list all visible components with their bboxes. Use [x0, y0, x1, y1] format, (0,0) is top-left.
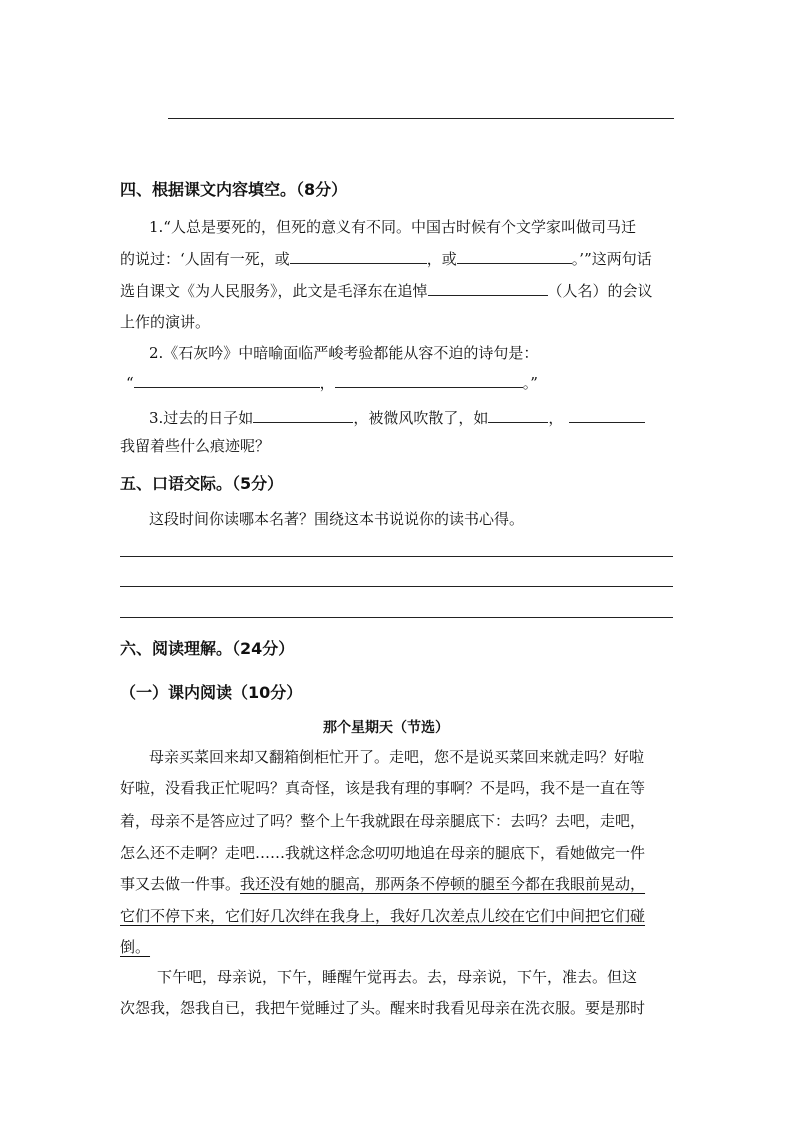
q2-blank-1[interactable]	[134, 372, 320, 388]
section5-title: 五、口语交际。（5分）	[120, 474, 284, 493]
q1-blank-3[interactable]	[428, 280, 548, 296]
answer-line-3[interactable]	[120, 617, 673, 618]
q2-comma: ，	[319, 374, 335, 392]
q1-line2-text-c: 。’”这两句话	[571, 250, 652, 268]
q1-line1: 1.“人总是要死的，但死的意义有不同。中国古时候有个文学家叫做司马迁	[149, 218, 636, 236]
q3-line1	[149, 407, 645, 428]
section5-prompt: 这段时间你读哪本名著？围绕这本书说说你的读书心得。	[149, 510, 525, 528]
p1-line4: 怎么还不走啊？走吧……我就这样念念叨叨地追在母亲的腿底下，看她做完一件	[120, 844, 646, 862]
q2-blank-2[interactable]	[335, 372, 523, 388]
p1-line5-plain: 事又去做一件事。	[120, 875, 241, 893]
q3-blank-3[interactable]	[569, 407, 645, 423]
p2-line2: 次怨我，怨我自已，我把午觉睡过了头。醒来时我看见母亲在洗衣服。要是那时	[120, 999, 646, 1017]
q1-line2	[120, 248, 652, 269]
underlined-sentence-part3: 倒。	[120, 938, 151, 956]
q3-blank-2[interactable]	[488, 407, 548, 423]
q3-blank-1[interactable]	[253, 407, 353, 423]
p1-line3: 着，母亲不是答应过了吗？整个上午我就跟在母亲腿底下：去吗？去吧，走吧，	[120, 812, 646, 830]
q2-line2	[126, 372, 538, 393]
section6-sub1-title: （一）课内阅读（10分）	[120, 683, 303, 702]
q3-line2: 我留着些什么痕迹呢？	[120, 437, 271, 455]
q2-close-quote: 。”	[522, 374, 538, 392]
passage-title: 那个星期天（节选）	[323, 720, 449, 736]
q1-line2-text-a: 的说过：‘人固有一死，或	[120, 250, 290, 268]
q1-line3-text-a: 选自课文《为人民服务》，此文是毛泽东在追悼	[120, 282, 428, 300]
q3-text-a: 3.过去的日子如	[149, 409, 254, 427]
section6-title: 六、阅读理解。（24分）	[120, 639, 295, 658]
q1-blank-1[interactable]	[290, 248, 427, 264]
underlined-sentence-part2: 它们不停下来，它们好几次绊在我身上，我好几次差点儿绞在它们中间把它们碰	[120, 907, 646, 925]
answer-line-1[interactable]	[120, 556, 673, 557]
q1-line3	[120, 280, 653, 301]
q1-line2-text-b: ，或	[426, 250, 457, 268]
p1-line5	[120, 873, 645, 894]
underlined-sentence-part1: 我还没有她的腿高，那两条不停顿的腿至今都在我眼前晃动，	[240, 875, 646, 893]
q1-line4: 上作的演讲。	[120, 313, 211, 331]
p1-line2: 好啦，没看我正忙呢吗？真奇怪，该是我有理的事啊？不是吗，我不是一直在等	[120, 779, 646, 797]
q3-text-b: ，被微风吹散了，如	[353, 409, 489, 427]
q2-line1: 2.《石灰吟》中暗喻面临严峻考验都能从容不迫的诗句是：	[149, 344, 539, 362]
q3-text-c: ，	[548, 409, 564, 427]
q1-blank-2[interactable]	[457, 248, 572, 264]
top-answer-line	[168, 118, 674, 119]
p1-line1: 母亲买菜回来却又翻箱倒柜忙开了。走吧，您不是说买菜回来就走吗？好啦	[149, 748, 645, 766]
section4-title: 四、根据课文内容填空。（8分）	[120, 180, 348, 199]
p2-line1: 下午吧，母亲说，下午，睡醒午觉再去。去，母亲说，下午，准去。但这	[157, 968, 638, 986]
q1-line3-text-b: （人名）的会议	[547, 282, 653, 300]
answer-line-2[interactable]	[120, 586, 673, 587]
q2-open-quote: “	[126, 374, 134, 392]
